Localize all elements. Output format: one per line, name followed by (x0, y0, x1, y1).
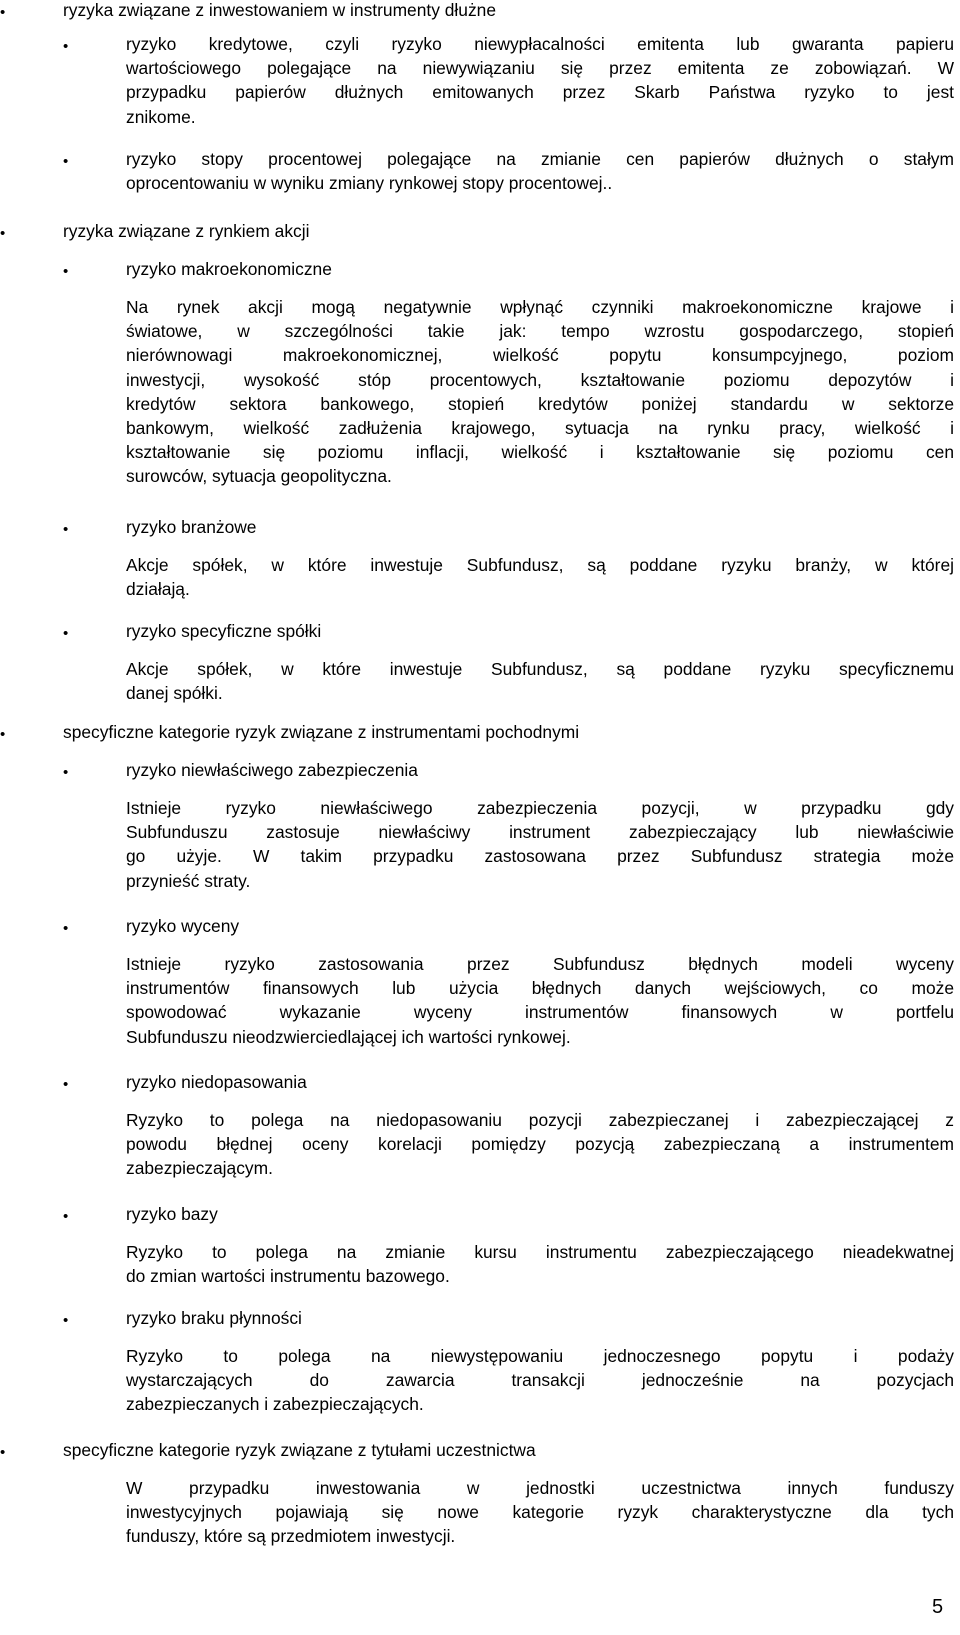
bullet-icon: • (0, 1444, 6, 1461)
section-heading: specyficzne kategorie ryzyk związane z instrumentami pochodnymi (63, 722, 580, 742)
bullet-icon: • (0, 726, 6, 743)
bullet-icon: • (63, 263, 69, 280)
bullet-icon: • (63, 625, 69, 642)
subsection-title: ryzyko makroekonomiczne (126, 259, 332, 279)
paragraph: Ryzyko to polega na niewystępowaniu jednoczesnego popytu i podaży wystarczających do zawarcia transakcji jednocześnie na pozycjach zabezpieczanych i zabezpieczających. (126, 1346, 954, 1415)
paragraph: Akcje spółek, w które inwestuje Subfundusz, są poddane ryzyku specyficznemu danej spółki. (126, 659, 954, 704)
section-heading: ryzyka związane z inwestowaniem w instrumenty dłużne (63, 0, 497, 20)
subsection-title: ryzyko branżowe (126, 517, 257, 537)
subsection-title: ryzyko niedopasowania (126, 1072, 307, 1092)
paragraph: Na rynek akcji mogą negatywnie wpłynąć czynniki makroekonomiczne krajowe i światowe, w szczególności takie jak: tempo wzrostu gospodarczego, stopień nierównowagi makroekonomicznej, wielkość popytu konsumpcyjnego, poziom inwestycji, wysokość stóp procentowych, kształtowanie poziomu depozytów i kredytów sektora bankowego, stopień kredytów poniżej standardu w sektorze bankowym, wielkość zadłużenia krajowego, sytuacja na rynku pracy, wielkość i kształtowanie się poziomu inflacji, wielkość i kształtowanie się poziomu cen surowców, sytuacja geopolityczna. (126, 297, 954, 487)
bullet-icon: • (63, 153, 69, 170)
list-item-text: ryzyko stopy procentowej polegające na zmianie cen papierów dłużnych o stałym oprocentowaniu w wyniku zmiany rynkowej stopy procentowej.. (126, 149, 954, 194)
bullet-icon: • (0, 4, 6, 21)
paragraph: Istnieje ryzyko niewłaściwego zabezpieczenia pozycji, w przypadku gdy Subfunduszu zastosuje niewłaściwy instrument zabezpieczający lub niewłaściwie go użyje. W takim przypadku zastosowana przez Subfundusz strategia może przynieść straty. (126, 798, 954, 891)
bullet-icon: • (0, 225, 6, 242)
subsection-title: ryzyko wyceny (126, 916, 240, 936)
subsection-title: ryzyko specyficzne spółki (126, 621, 322, 641)
paragraph: W przypadku inwestowania w jednostki uczestnictwa innych funduszy inwestycyjnych pojawiają się nowe kategorie ryzyk charakterystyczne dla tych funduszy, które są przedmiotem inwestycji. (126, 1478, 954, 1547)
bullet-icon: • (63, 1076, 69, 1093)
subsection-title: ryzyko niewłaściwego zabezpieczenia (126, 760, 418, 780)
bullet-icon: • (63, 38, 69, 55)
paragraph: Akcje spółek, w które inwestuje Subfundusz, są poddane ryzyku branży, w której działają. (126, 555, 954, 600)
paragraph: Ryzyko to polega na zmianie kursu instrumentu zabezpieczającego nieadekwatnej do zmian wartości instrumentu bazowego. (126, 1242, 954, 1287)
section-heading: specyficzne kategorie ryzyk związane z tytułami uczestnictwa (63, 1440, 536, 1460)
bullet-icon: • (63, 1312, 69, 1329)
bullet-icon: • (63, 1208, 69, 1225)
paragraph: Ryzyko to polega na niedopasowaniu pozycji zabezpieczanej i zabezpieczającej z powodu błędnej oceny korelacji pomiędzy pozycją zabezpieczaną a instrumentem zabezpieczającym. (126, 1110, 954, 1179)
subsection-title: ryzyko bazy (126, 1204, 218, 1224)
bullet-icon: • (63, 920, 69, 937)
paragraph: Istnieje ryzyko zastosowania przez Subfundusz błędnych modeli wyceny instrumentów finansowych lub użycia błędnych danych wejściowych, co może spowodować wykazanie wyceny instrumentów finansowych w portfelu Subfunduszu nieodzwierciedlającej ich wartości rynkowej. (126, 954, 954, 1047)
page-number: 5 (932, 1596, 944, 1618)
bullet-icon: • (63, 764, 69, 781)
subsection-title: ryzyko braku płynności (126, 1308, 302, 1328)
bullet-icon: • (63, 521, 69, 538)
section-heading: ryzyka związane z rynkiem akcji (63, 221, 310, 241)
list-item-text: ryzyko kredytowe, czyli ryzyko niewypłacalności emitenta lub gwaranta papieru wartościowego polegające na niewywiązaniu się przez emitenta ze zobowiązań. W przypadku papierów dłużnych emitowanych przez Skarb Państwa ryzyko to jest znikome. (126, 34, 954, 127)
